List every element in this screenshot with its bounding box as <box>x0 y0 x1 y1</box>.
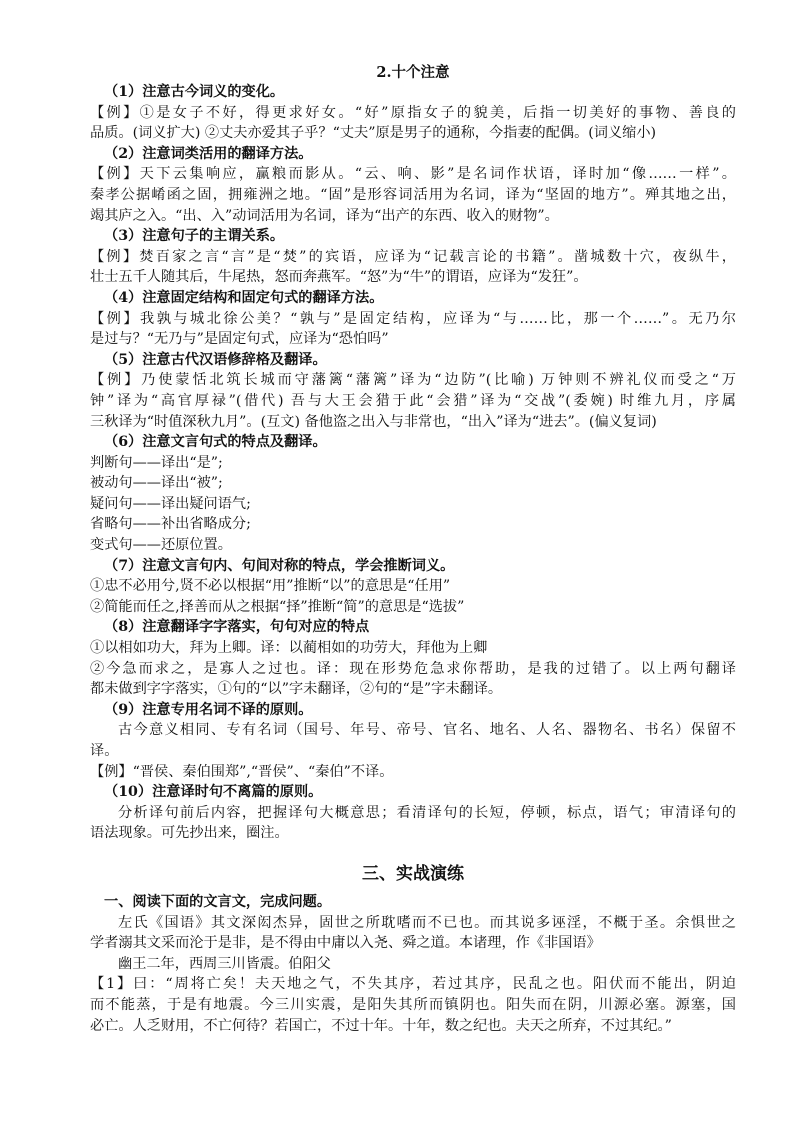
note-item <box>90 617 736 699</box>
note-line: 【例】“晋侯、秦伯围郑”,“晋侯”、“秦伯”不译。 <box>90 763 394 780</box>
note-heading: （1）注意古今词义的变化。 <box>104 84 285 100</box>
note-item <box>90 350 736 432</box>
note-line: 三秋译为“时值深秋九月”。(互文) 备他盗之出入与非常也，“出入”译为“进去”。(偏义复词) <box>90 413 657 430</box>
note-line: 古今意义相同、专有名词（国号、年号、帝号、官名、地名、人名、器物名、书名）保留不 <box>118 722 736 739</box>
note-line: 是过与？“无乃与”是固定句式，应译为“恐怕吗” <box>90 331 389 348</box>
note-item <box>90 226 736 288</box>
note-item <box>90 700 736 782</box>
note-item <box>90 144 736 226</box>
question-heading: 一、阅读下面的文言文，完成问题。 <box>104 893 332 910</box>
note-line: 都未做到字字落实，①句的“以”字未翻译，②句的“是”字未翻译。 <box>90 681 503 698</box>
note-heading: （2）注意词类活用的翻译方法。 <box>104 145 313 162</box>
passage-line: 必亡。人乏财用，不亡何待？若国亡，不过十年。十年，数之纪也。夫天之所弃，不过其纪。” <box>90 1017 672 1034</box>
note-item <box>90 556 736 618</box>
passage-line: 左氏《国语》其文深闳杰异，固世之所耽嗜而不已也。而其说多诬淫，不概于圣。余惧世之 <box>118 914 736 931</box>
note-line: 钟”译为“高官厚禄”(借代) 吾与大王会猎于此“会猎”译为“交战”(委婉) 时维九月，序属 <box>90 392 736 409</box>
note-heading: （9）注意专用名词不译的原则。 <box>104 701 313 718</box>
note-line: 语法现象。可先抄出来，圈注。 <box>90 825 289 842</box>
note-line: 译。 <box>90 743 119 759</box>
note-line: 秦孝公据崤函之固，拥雍洲之地。“固”是形容词活用为名词，译为“坚固的地方”。殚其地之出， <box>90 186 736 203</box>
note-heading: （4）注意固定结构和固定句式的翻译方法。 <box>104 289 384 306</box>
note-line: 省略句——补出省略成分; <box>90 516 251 533</box>
note-heading: （8）注意翻译字字落实，句句对应的特点 <box>104 619 370 636</box>
note-item <box>90 432 736 556</box>
note-item <box>90 82 736 144</box>
note-line: ①以相如功大，拜为上卿。译：以蔺相如的功劳大，拜他为上卿 <box>90 640 488 657</box>
passage-line: 而不能蒸，于是有地震。今三川实震，是阳失其所而镇阴也。阳失而在阴，川源必塞。源塞，国 <box>90 996 736 1013</box>
note-item <box>90 288 736 350</box>
note-heading: （10）注意译时句不离篇的原则。 <box>104 784 323 801</box>
note-line: 疑问句——译出疑问语气; <box>90 495 251 512</box>
note-line: 变式句——还原位置。 <box>90 537 232 554</box>
note-line: ①忠不必用兮,贤不必以根据“用”推断“以”的意思是“任用” <box>90 578 451 595</box>
passage-line: 学者溺其文采而沦于是非，是不得由中庸以入尧、舜之道。本诸理，作《非国语》 <box>90 935 601 952</box>
section-title: 2.十个注意 <box>376 64 450 81</box>
note-heading: （5）注意古代汉语修辞格及翻译。 <box>104 351 327 368</box>
note-line: 竭其庐之入。“出、入”动词活用为名词，译为“出产的东西、收入的财物”。 <box>90 207 559 224</box>
note-line: 判断句——译出“是”; <box>90 454 223 471</box>
document-page <box>90 58 736 1036</box>
note-line: 被动句——译出“被”; <box>90 475 223 492</box>
note-heading: （3）注意句子的主谓关系。 <box>104 228 285 245</box>
note-line: ②简能而任之,择善而从之根据“择”推断“简”的意思是“选拔” <box>90 598 465 615</box>
note-line: 品质。(词义扩大) ②丈夫亦爱其子乎？“丈夫”原是男子的通称，今指妻的配偶。(词义缩小) <box>90 125 657 142</box>
note-line: 【例】我孰与城北徐公美？“孰与”是固定结构，应译为“与……比，那一个……”。无乃尔 <box>90 310 736 327</box>
note-line: 【例】天下云集响应，赢粮而影从。“云、响、影”是名词作状语，译时加“像……一样”。 <box>90 166 736 183</box>
note-heading: （6）注意文言句式的特点及翻译。 <box>104 434 327 451</box>
note-line: 分析译句前后内容，把握译句大概意思；看清译句的长短，停顿，标点，语气；审清译句的 <box>118 804 736 821</box>
passage-line: 幽王二年，西周三川皆震。伯阳父 <box>118 955 331 972</box>
section-heading: 三、实战演练 <box>362 863 464 884</box>
note-line: ②今急而求之，是寡人之过也。译：现在形势危急求你帮助，是我的过错了。以上两句翻译 <box>90 660 736 677</box>
note-line: 【例】焚百家之言“言”是“焚”的宾语，应译为“记载言论的书籍”。凿城数十穴，夜纵牛， <box>90 248 736 265</box>
note-item <box>90 782 736 844</box>
note-line: 壮士五千人随其后，牛尾热，怒而奔燕军。“怒”为“牛”的谓语，应译为“发狂”。 <box>90 269 588 286</box>
note-heading: （7）注意文言句内、句间对称的特点，学会推断词义。 <box>104 557 455 574</box>
note-line: 【例】乃使蒙恬北筑长城而守藩篱“藩篱”译为“边防”(比喻) 万钟则不辨礼仪而受之“万 <box>90 372 736 389</box>
note-line: 【例】①是女子不好，得更求好女。“好”原指女子的貌美，后指一切美好的事物、善良的 <box>90 104 736 121</box>
passage-line: 【1】曰：“周将亡矣！夫天地之气，不失其序，若过其序，民乱之也。阳伏而不能出，阴迫 <box>90 976 736 993</box>
